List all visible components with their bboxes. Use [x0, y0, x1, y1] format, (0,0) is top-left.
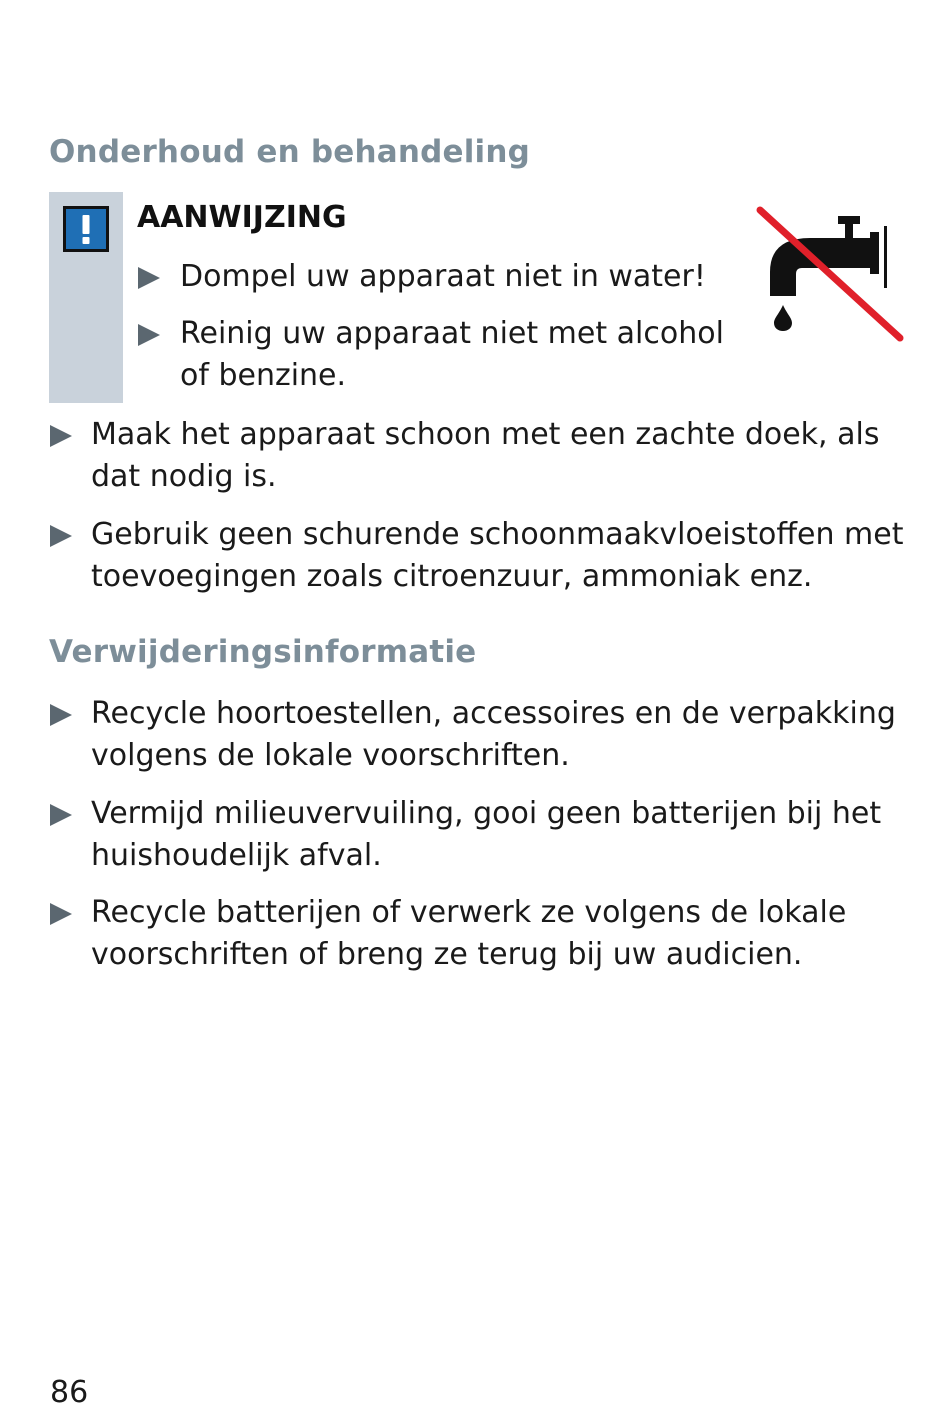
bullet-triangle-icon	[50, 525, 72, 547]
bullet-triangle-icon	[50, 704, 72, 726]
bullet-triangle-icon	[50, 425, 72, 447]
no-water-tap-icon	[752, 204, 904, 344]
notice-item-text: Dompel uw apparaat niet in water!	[180, 259, 706, 294]
disposal-item-text: Recycle hoortoestellen, accessoires en de verpakking volgens de lokale voorschriften.	[91, 696, 896, 773]
page-number: 86	[50, 1375, 89, 1408]
disposal-item	[50, 793, 910, 877]
disposal-item	[50, 693, 910, 777]
notice-item	[138, 256, 720, 298]
care-item	[50, 514, 910, 598]
notice-item-text: Reinig uw apparaat niet met alcohol of benzine.	[180, 316, 724, 393]
care-item	[50, 414, 910, 498]
notice-item	[138, 313, 740, 397]
disposal-item	[50, 892, 910, 976]
bullet-triangle-icon	[138, 267, 160, 289]
bullet-triangle-icon	[50, 903, 72, 925]
disposal-item-text: Recycle batterijen of verwerk ze volgens de lokale voorschriften of breng ze terug bij uw audicien.	[91, 895, 847, 972]
exclamation-icon	[63, 206, 109, 252]
section-title-care: Onderhoud en behandeling	[49, 134, 531, 170]
bullet-triangle-icon	[50, 804, 72, 826]
notice-title: AANWIJZING	[137, 200, 347, 235]
care-item-text: Gebruik geen schurende schoonmaakvloeistoffen met toevoegingen zoals citroenzuur, ammoniak enz.	[91, 517, 904, 594]
care-item-text: Maak het apparaat schoon met een zachte doek, als dat nodig is.	[91, 417, 880, 494]
disposal-item-text: Vermijd milieuvervuiling, gooi geen batterijen bij het huishoudelijk afval.	[91, 796, 882, 873]
section-title-disposal: Verwijderingsinformatie	[49, 634, 477, 670]
bullet-triangle-icon	[138, 324, 160, 346]
